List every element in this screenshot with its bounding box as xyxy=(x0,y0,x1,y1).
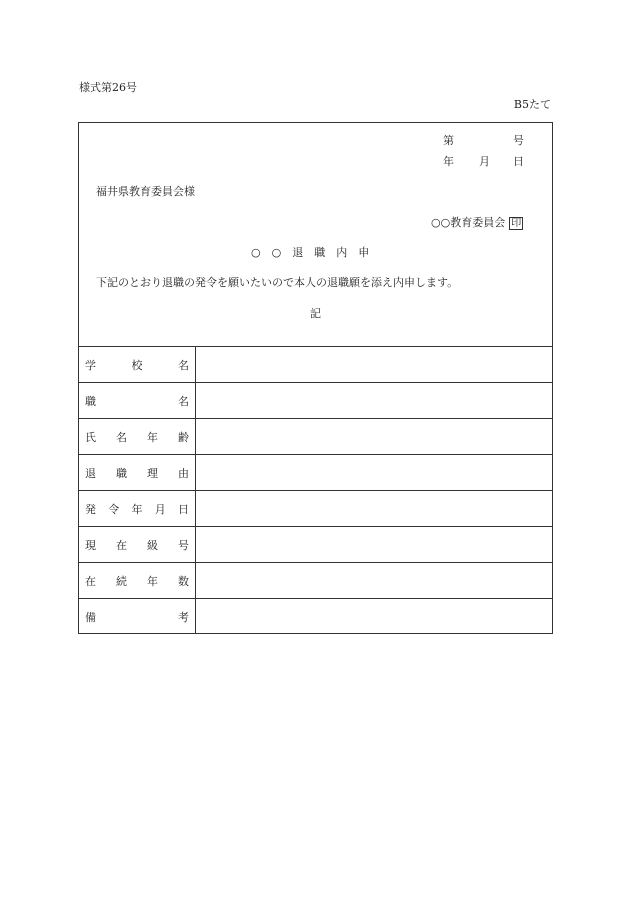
row-label xyxy=(79,527,196,562)
seal-mark: 印 xyxy=(511,218,522,229)
row-label xyxy=(79,347,196,382)
row-value-cell[interactable] xyxy=(196,455,552,490)
row-label-char: 氏 xyxy=(85,430,96,444)
sender-line xyxy=(431,216,523,230)
row-label-char: 在 xyxy=(85,574,96,588)
date-month: 月 xyxy=(479,155,490,168)
document-title: ○ ○ 退 職 内 申 xyxy=(251,246,370,259)
number-label-go: 号 xyxy=(513,134,524,147)
row-label xyxy=(79,455,196,490)
body-text: 下記のとおり退職の発令を願いたいので本人の退職願を添え内申します。 xyxy=(96,276,459,289)
table-row xyxy=(79,383,552,419)
row-label-char: 現 xyxy=(85,538,96,552)
row-value-cell[interactable] xyxy=(196,491,552,526)
table-row xyxy=(79,347,552,383)
table-row xyxy=(79,491,552,527)
row-label xyxy=(79,383,196,418)
row-label-char: 月 xyxy=(154,502,166,516)
table-row xyxy=(79,527,552,563)
row-label-char: 名 xyxy=(116,430,127,444)
row-label xyxy=(79,563,196,598)
date-day: 日 xyxy=(513,155,524,168)
row-value-cell[interactable] xyxy=(196,527,552,562)
row-label-char: 名 xyxy=(178,394,189,408)
sender: ○○教育委員会 xyxy=(431,216,506,229)
row-label-char: 退 xyxy=(85,466,96,480)
row-label-char: 職 xyxy=(85,394,96,408)
row-label-char: 日 xyxy=(178,502,189,516)
row-label-char: 年 xyxy=(131,502,143,516)
row-label-char: 在 xyxy=(116,538,127,552)
row-label-char: 齢 xyxy=(178,430,189,444)
row-value-cell[interactable] xyxy=(196,383,552,418)
table-row xyxy=(79,563,552,599)
row-label xyxy=(79,419,196,454)
row-label-char: 年 xyxy=(147,574,158,588)
row-label-char: 学 xyxy=(85,358,96,372)
row-label-char: 備 xyxy=(85,610,96,624)
row-label-char: 発 xyxy=(85,502,96,516)
form-number: 様式第26号 xyxy=(79,81,137,94)
ki-label: 記 xyxy=(310,307,321,320)
table-row xyxy=(79,419,552,455)
row-label-char: 職 xyxy=(116,466,127,480)
field-rows xyxy=(79,347,552,634)
row-value-cell[interactable] xyxy=(196,419,552,454)
row-label-char: 令 xyxy=(108,502,120,516)
row-value-cell[interactable] xyxy=(196,563,552,598)
row-value-cell[interactable] xyxy=(196,347,552,382)
row-label-char: 考 xyxy=(178,610,189,624)
row-label-char: 年 xyxy=(147,430,158,444)
row-label xyxy=(79,491,196,526)
row-label xyxy=(79,599,196,634)
row-label-char: 校 xyxy=(131,358,143,372)
table-row xyxy=(79,455,552,491)
date-year: 年 xyxy=(443,155,454,168)
row-label-char: 続 xyxy=(116,574,127,588)
header-area xyxy=(79,123,552,347)
table-row xyxy=(79,599,552,634)
row-label-char: 名 xyxy=(178,358,189,372)
row-label-char: 号 xyxy=(178,538,189,552)
addressee: 福井県教育委員会様 xyxy=(96,185,195,198)
row-label-char: 数 xyxy=(178,574,189,588)
row-label-char: 級 xyxy=(147,538,158,552)
number-label-dai: 第 xyxy=(443,134,454,147)
row-label-char: 由 xyxy=(178,466,189,480)
row-value-cell[interactable] xyxy=(196,599,552,634)
paper-size: B5たて xyxy=(513,98,551,111)
row-label-char: 理 xyxy=(147,466,158,480)
form-frame xyxy=(78,122,553,634)
